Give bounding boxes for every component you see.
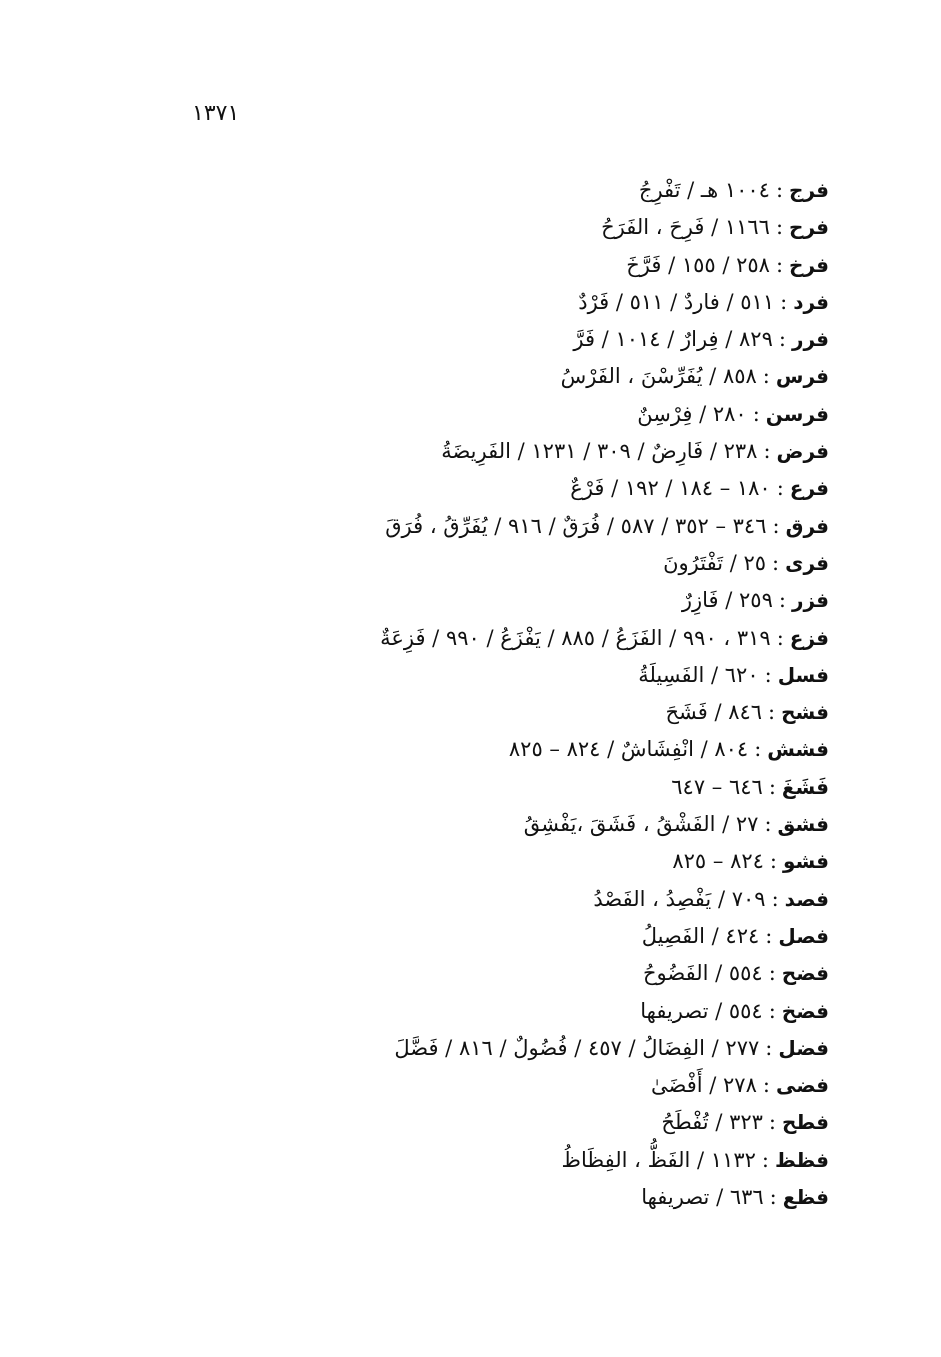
entry-root: فسل: [777, 662, 829, 687]
entry-separator: :: [765, 923, 773, 948]
entry-separator: :: [769, 1185, 777, 1210]
entry-separator: :: [775, 178, 784, 202]
index-entry: [129, 284, 829, 321]
entry-separator: :: [772, 513, 780, 538]
entry-root: فرض: [776, 439, 829, 464]
entry-references: ٦٤٦ – ٦٤٧: [671, 774, 763, 799]
entry-separator: :: [754, 737, 762, 762]
entry-root: فضى: [775, 1073, 829, 1098]
entry-separator: :: [768, 700, 776, 725]
index-entry: [129, 1142, 829, 1179]
entry-separator: :: [775, 252, 784, 277]
entry-references: ١٨٠ – ١٨٤ / ١٩٢ / فَرْعٌ: [570, 476, 771, 501]
index-entry: [129, 843, 829, 880]
entry-root: فصد: [784, 886, 829, 911]
entry-root: فَشَغَ: [781, 774, 829, 799]
entry-references: ٢٧٧ / الفِضَالُ / ٤٥٧ / فُضُولٌ / ٨١٦ / فَضَّلَ: [394, 1035, 760, 1060]
entry-separator: :: [772, 550, 780, 575]
index-entry: [129, 396, 829, 433]
index-entries: [129, 172, 829, 1216]
entry-references: ٢٧ / الفَشْقُ ، فَشَقَ ،يَفْشِقُ: [523, 812, 759, 837]
entry-root: فرر: [791, 327, 829, 352]
index-entry: [129, 1067, 829, 1104]
entry-root: فضح: [781, 961, 829, 986]
entry-root: فرسن: [765, 401, 829, 426]
index-entry: [129, 358, 829, 395]
entry-separator: :: [762, 1073, 770, 1098]
entry-separator: :: [776, 476, 784, 501]
entry-root: فرخ: [789, 252, 829, 277]
entry-root: فرح: [789, 215, 829, 240]
entry-references: ٢٥ / تَفْتَرُونَ: [663, 550, 767, 575]
entry-references: ٥٥٤ / الفَضُوحُ: [642, 961, 763, 986]
entry-separator: :: [768, 774, 776, 799]
entry-references: ٢٥٩ / فَازِرٌ: [681, 588, 773, 613]
index-entry: [129, 582, 829, 619]
entry-root: فشح: [781, 700, 829, 725]
index-entry: [129, 993, 829, 1030]
page-number: ١٣٧١: [192, 101, 240, 126]
entry-references: ٨٢٩ / فِرارٌ / ١٠١٤ / فَرَّ: [573, 327, 773, 352]
entry-references: ٨٤٦ / فَشَحَ: [665, 700, 763, 725]
index-entry: [129, 1030, 829, 1067]
entry-references: ٥١١ / فاردٌ / ٥١١ / فَرْدٌ: [578, 289, 775, 314]
index-entry: [129, 694, 829, 731]
entry-root: فرج: [789, 178, 829, 202]
entry-root: فرق: [785, 513, 829, 538]
entry-separator: :: [778, 588, 786, 613]
entry-separator: :: [775, 215, 784, 240]
entry-separator: :: [778, 327, 786, 352]
index-entry: [129, 172, 829, 209]
entry-separator: :: [780, 289, 788, 314]
entry-root: فشق: [777, 812, 829, 837]
index-entry: [129, 731, 829, 768]
entry-references: ٤٢٤ / الفَصِيلُ: [641, 923, 760, 948]
index-entry: [129, 433, 829, 470]
entry-references: ٣١٩ ، ٩٩٠ / الفَزَعُ / ٨٨٥ / يَفْزَعُ / ٩٩٠ / فَزِعَةٌ: [380, 625, 771, 650]
index-entry: [129, 769, 829, 806]
entry-separator: :: [765, 1035, 773, 1060]
entry-root: فزع: [789, 625, 829, 650]
entry-separator: :: [761, 1147, 769, 1172]
entry-root: فظظ: [775, 1147, 829, 1172]
entry-references: ٧٠٩ / يَفْصِدُ ، الفَصْدُ: [593, 886, 766, 911]
entry-references: ٨٢٤ – ٨٢٥: [672, 849, 764, 874]
entry-references: ٣٤٦ – ٣٥٢ / ٥٨٧ / فُرَقٌ / ٩١٦ / يُفَرِّقُ ، فُرَقَ: [385, 513, 767, 538]
index-entry: [129, 247, 829, 284]
entry-root: فشو: [783, 849, 829, 874]
index-entry: [129, 657, 829, 694]
entry-references: ٦٢٠ / الفَسِيلَةُ: [638, 662, 759, 687]
entry-references: ٢٨٠ / فِرْسِنٌ: [637, 401, 747, 426]
entry-root: فطح: [782, 1110, 829, 1135]
entry-root: فشش: [767, 737, 829, 762]
entry-root: فرس: [775, 364, 829, 389]
entry-separator: :: [768, 961, 776, 986]
entry-separator: :: [771, 886, 779, 911]
entry-root: فضل: [778, 1035, 829, 1060]
entry-root: فظع: [782, 1185, 829, 1210]
entry-separator: :: [752, 401, 760, 426]
entry-root: فرد: [793, 289, 829, 314]
entry-references: ١١٣٢ / الفَظُّ ، الفِظَاظُ: [561, 1147, 756, 1172]
index-entry: [129, 209, 829, 246]
index-entry: [129, 1179, 829, 1216]
entry-references: ٨٥٨ / يُفَرِّسْنَ ، الفَرْسُ: [560, 364, 757, 389]
entry-root: فضخ: [781, 998, 829, 1023]
index-entry: [129, 508, 829, 545]
index-entry: [129, 806, 829, 843]
entry-separator: :: [768, 1110, 776, 1135]
entry-separator: :: [768, 998, 776, 1023]
index-entry: [129, 545, 829, 582]
entry-separator: :: [764, 662, 772, 687]
entry-references: ٢٣٨ / فَارِضٌ / ٣٠٩ / ١٢٣١ / الفَرِيضَةُ: [441, 439, 758, 464]
index-entry: [129, 620, 829, 657]
entry-references: ٥٥٤ / تصريفها: [640, 998, 763, 1023]
entry-references: ٣٢٣ / تُفْطَحُ: [661, 1110, 763, 1135]
entry-references: ١٠٠٤ هـ / تَفْرِجُ: [638, 178, 770, 202]
entry-root: فرى: [785, 550, 829, 575]
entry-root: فصل: [778, 923, 829, 948]
entry-separator: :: [763, 439, 771, 464]
index-entry: [129, 321, 829, 358]
index-entry: [129, 881, 829, 918]
entry-references: ٢٧٨ / أَفْضَىٰ: [651, 1073, 757, 1098]
entry-references: ٨٠٤ / انْفِشَاشٌ / ٨٢٤ – ٨٢٥: [508, 737, 749, 762]
entry-references: ٢٥٨ / ١٥٥ / فَرَّخَ: [626, 252, 770, 277]
index-entry: [129, 470, 829, 507]
index-entry: [129, 918, 829, 955]
entry-references: ٦٣٦ / تصريفها: [641, 1185, 764, 1210]
entry-separator: :: [764, 812, 772, 837]
entry-root: فرع: [789, 476, 829, 501]
entry-references: ١١٦٦ / فَرِحَ ، الفَرَحُ: [601, 215, 770, 240]
entry-separator: :: [776, 625, 784, 650]
entry-root: فزر: [791, 588, 829, 613]
entry-separator: :: [762, 364, 770, 389]
index-entry: [129, 955, 829, 992]
entry-separator: :: [769, 849, 777, 874]
index-entry: [129, 1104, 829, 1141]
